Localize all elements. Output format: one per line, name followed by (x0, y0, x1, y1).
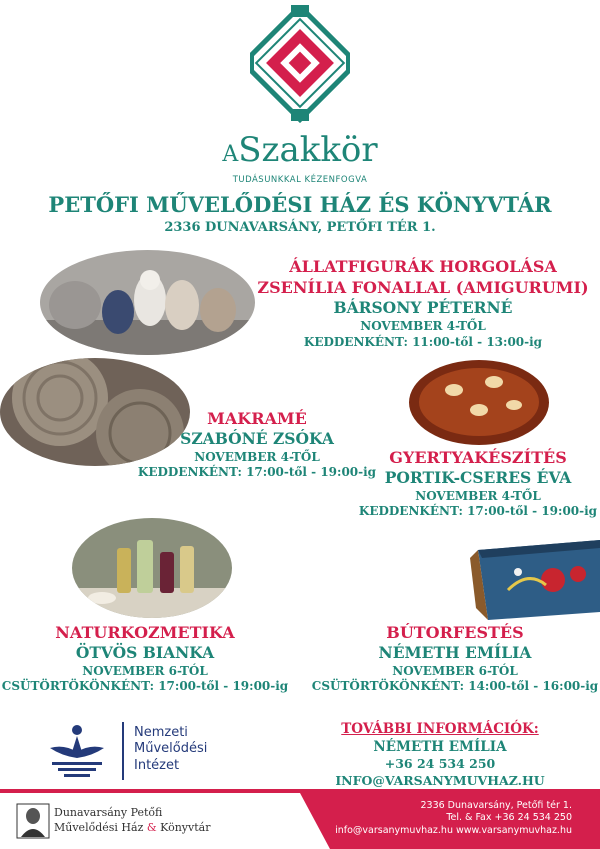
info-email[interactable]: INFO@VARSANYMUVHAZ.HU (335, 773, 545, 789)
info-block (320, 720, 560, 790)
workshop-subtitle: ZSENÍLIA FONALLAL (AMIGURUMI) (257, 278, 589, 298)
brand-tagline: TUDÁSUNKKAL KÉZENFOGVA (232, 175, 368, 185)
nmi-wordmark (134, 725, 207, 774)
workshop-title: ÁLLATFIGURÁK HORGOLÁSA (289, 257, 557, 276)
brand-prefix: A (222, 142, 239, 167)
candles-photo (409, 360, 549, 445)
petofi-portrait-icon (16, 803, 50, 839)
footer-phone: Tel. & Fax +36 24 534 250 (446, 812, 572, 824)
workshop-schedule: CSÜTÖRTÖKÖNKÉNT: 14:00-től - 16:00-ig (311, 679, 599, 694)
footer-org-text: Művelődési Ház (54, 820, 147, 834)
nmi-divider (122, 722, 124, 780)
workshop-schedule: KEDDENKÉNT: 17:00-től - 19:00-ig (358, 504, 598, 519)
venue-title: PETŐFI MŰVELŐDÉSI HÁZ ÉS KÖNYVTÁR (48, 192, 552, 217)
info-heading: TOVÁBBI INFORMÁCIÓK: (341, 721, 539, 737)
amigurumi-photo (40, 250, 255, 355)
workshop-title: GYERTYAKÉSZÍTÉS (389, 448, 567, 467)
info-contact: NÉMETH EMÍLIA (373, 739, 507, 756)
painted-box-photo (468, 540, 600, 620)
footer-contact (335, 800, 572, 837)
workshop-gyertyakeszites (356, 447, 600, 520)
venue-address: 2336 DUNAVARSÁNY, PETŐFI TÉR 1. (164, 220, 436, 235)
workshop-start: NOVEMBER 4-TŐL (360, 318, 486, 333)
workshop-title: NATURKOZMETIKA (55, 623, 235, 642)
nmi-emblem-icon (44, 722, 110, 780)
naturkozmetika-photo (72, 518, 232, 618)
footer-org-line (54, 821, 210, 836)
workshop-amigurumi (250, 256, 596, 350)
workshop-schedule: KEDDENKÉNT: 11:00-től - 13:00-ig (303, 334, 543, 349)
workshop-instructor: ÖTVÖS BIANKA (75, 643, 215, 663)
workshop-schedule: KEDDENKÉNT: 17:00-től - 19:00-ig (137, 465, 377, 480)
workshop-start: NOVEMBER 4-TŐL (415, 488, 541, 503)
footer-address: 2336 Dunavarsány, Petőfi tér 1. (420, 800, 572, 811)
footer-org-ampersand: & (146, 820, 157, 834)
workshop-start: NOVEMBER 6-TÓL (82, 663, 208, 678)
szakkor-logo-mark (250, 5, 350, 123)
workshop-naturkozmetika (0, 622, 290, 695)
footer-org-text: Könyvtár (156, 820, 211, 834)
nmi-line: Nemzeti (134, 725, 188, 740)
workshop-instructor: SZABÓNÉ ZSÓKA (180, 429, 334, 449)
workshop-instructor: PORTIK-CSERES ÉVA (384, 468, 572, 488)
workshop-instructor: BÁRSONY PÉTERNÉ (333, 298, 513, 318)
workshop-title: BÚTORFESTÉS (386, 623, 524, 642)
nmi-line: Művelődési (134, 741, 208, 757)
footer-org-name (54, 806, 210, 836)
brand-wordmark: Szakkör (238, 130, 378, 170)
footer-org-line: Dunavarsány Petőfi (54, 806, 163, 819)
workshop-instructor: NÉMETH EMÍLIA (378, 643, 532, 663)
workshop-schedule: CSÜTÖRTÖKÖNKÉNT: 17:00-től - 19:00-ig (1, 679, 289, 694)
workshop-butorfestes (310, 622, 600, 695)
workshop-start: NOVEMBER 4-TŐL (194, 449, 320, 464)
nmi-line: Intézet (134, 757, 180, 773)
workshop-start: NOVEMBER 6-TÓL (392, 663, 518, 678)
footer-web[interactable]: info@varsanymuvhaz.hu www.varsanymuvhaz.hu (335, 824, 572, 836)
workshop-title: MAKRAMÉ (207, 409, 307, 428)
brand-name (0, 130, 600, 170)
info-phone: +36 24 534 250 (384, 756, 496, 772)
